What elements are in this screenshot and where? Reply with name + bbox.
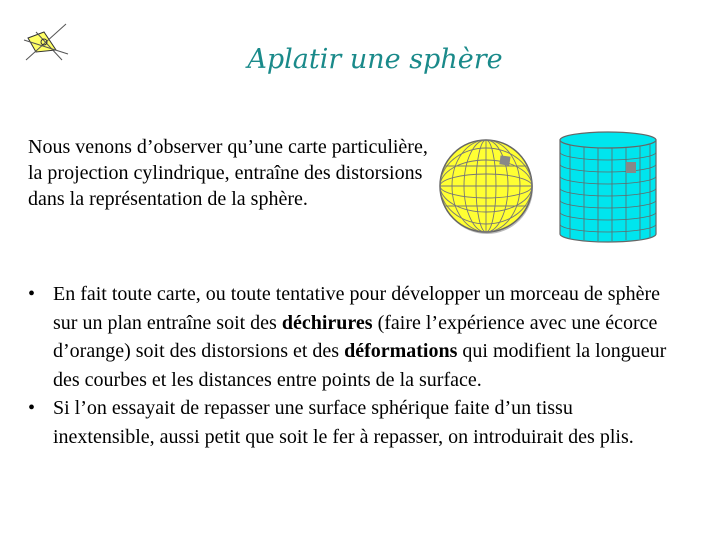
bullet-text-part: En fait toute carte, ou toute tentative pour développer un morceau de sphère sur un plan entraîne soit des — [53, 283, 660, 334]
bold-term-dechirures: déchirures — [281, 311, 373, 334]
bullet-text: Si l’on essayait de repasser une surface sphérique faite d’un tissu inextensible, aussi petit que soit le fer à repasser, on introduirait des plis. — [53, 397, 634, 448]
bullet-text-part: (faire l’expérience avec une écorce d’orange) soit des distorsions et des — [53, 311, 658, 362]
bullet-text-part: qui modifient la longueur des courbes et les distances entre points de la surface. — [53, 340, 667, 391]
bullet-dot: • — [28, 283, 36, 305]
grid-cylinder-icon — [556, 128, 660, 246]
bold-term-deformations: déformations — [344, 340, 458, 362]
intro-paragraph: Nous venons d’observer qu’une carte particulière, la projection cylindrique, entraîne des distorsions dans la représentation de la sphère. — [28, 136, 428, 210]
slide-title: Aplatir une sphère — [247, 44, 503, 75]
bullet-dot: • — [28, 397, 36, 419]
bullet-item — [28, 280, 668, 394]
grid-sphere-icon — [436, 136, 536, 236]
bullet-list — [28, 280, 668, 451]
bullet-item — [28, 394, 668, 451]
